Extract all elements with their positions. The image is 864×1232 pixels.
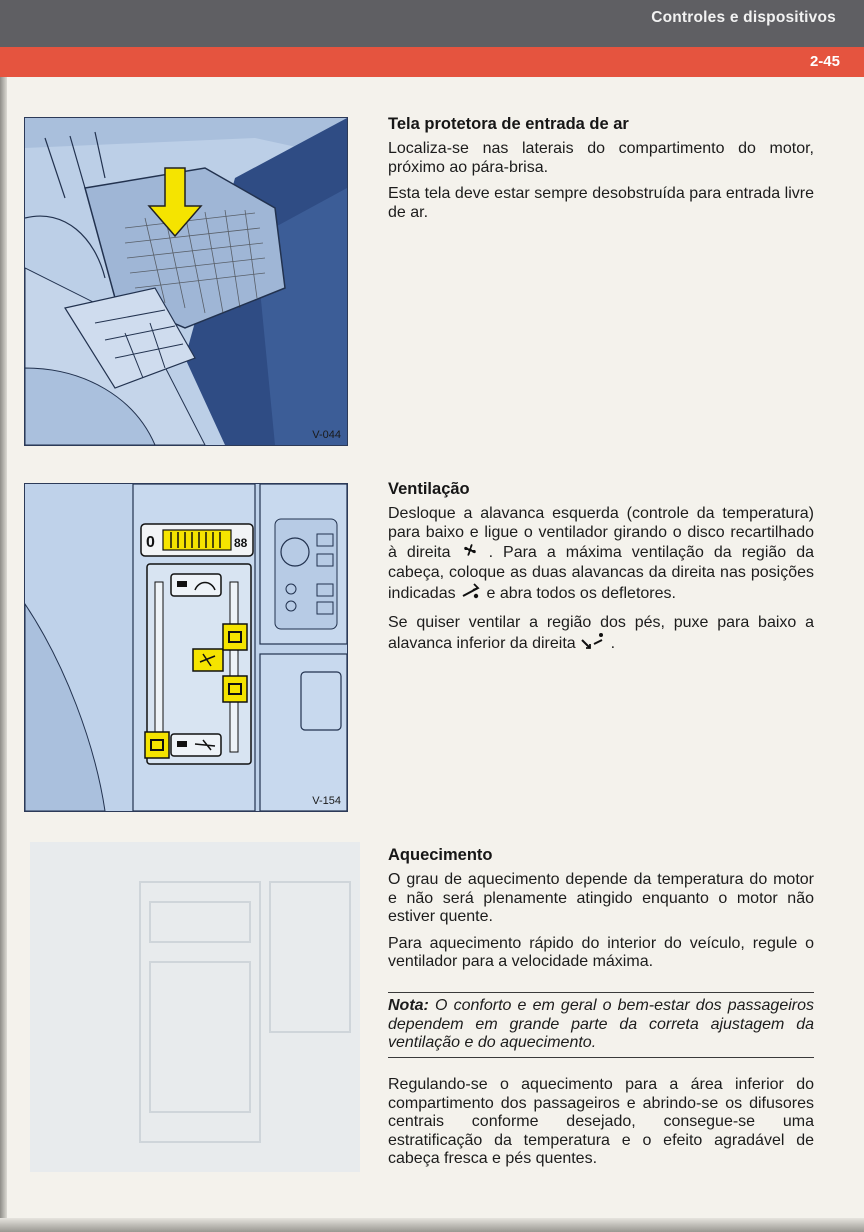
page-number: 2-45: [809, 53, 840, 70]
air-intake-illustration: [25, 118, 347, 445]
text-run: e abra todos os defletores.: [486, 584, 676, 602]
note-label: Nota:: [388, 997, 429, 1014]
ventilation-panel-illustration: [25, 484, 347, 811]
note-text: O conforto e em geral o bem-estar dos passageiros dependem em grande parte da correta ajustagem da ventilação e do aquecimento.: [388, 997, 815, 1051]
fan-icon: [461, 542, 479, 564]
section-heating: [388, 846, 814, 980]
paragraph: Localiza-se nas laterais do compartimento do motor, próximo ao pára-brisa.: [388, 140, 814, 176]
figure-ventilation-controls: [24, 483, 348, 812]
section-heading: Ventilação: [388, 480, 470, 498]
figure-label: V-044: [312, 429, 341, 441]
page-bottom-edge: [0, 1218, 864, 1232]
paragraph: O grau de aquecimento depende da temperatura do motor e não será plenamente atingido enquanto o motor não estiver quente.: [388, 871, 814, 925]
note-box: [388, 992, 814, 1058]
svg-text:0: 0: [146, 534, 155, 551]
text-run: Se quiser ventilar a região dos pés, puxe para baixo a alavanca inferior da direita: [388, 613, 814, 652]
page-number-bar: [0, 47, 864, 77]
paragraph: [388, 505, 814, 606]
head-vent-icon: [460, 582, 482, 606]
faded-figure-area: [30, 842, 360, 1172]
section-heading: Tela protetora de entrada de ar: [388, 115, 629, 133]
text-run: Desloque a alavanca esquerda (controle da temperatura) para baixo e ligue o ventilador girando o disco recartilhado à direita: [388, 505, 814, 561]
section-title: Controles e dispositivos: [651, 9, 836, 26]
page-edge-shadow: [0, 77, 7, 1232]
text-run: .: [610, 634, 616, 652]
figure-air-intake-screen: [24, 117, 348, 446]
header-bar: [0, 0, 864, 47]
figure-label: V-154: [312, 795, 341, 807]
text-run: . Para a máxima ventilação da região da cabeça, coloque as duas alavancas da direita nas posições indicadas: [388, 543, 814, 602]
paragraph: Para aquecimento rápido do interior do veículo, regule o ventilador para a velocidade máxima.: [388, 934, 814, 970]
svg-text:88: 88: [234, 536, 248, 550]
section-ventilation: [388, 480, 814, 664]
paragraph: [388, 614, 814, 656]
foot-vent-icon: [580, 632, 606, 656]
section-heading: Aquecimento: [388, 846, 493, 864]
faded-bleed-through: [30, 842, 360, 1172]
paragraph: Regulando-se o aquecimento para a área inferior do compartimento dos passageiros e abrindo-se os difusores centrais conforme desejado, consegue-se uma estratificação da temperatura e o efeito agradável de cabeça fresca e pés quentes.: [388, 1076, 814, 1167]
section-closing: [388, 1076, 814, 1177]
section-air-intake: [388, 115, 814, 230]
paragraph: Esta tela deve estar sempre desobstruída para entrada livre de ar.: [388, 185, 814, 221]
